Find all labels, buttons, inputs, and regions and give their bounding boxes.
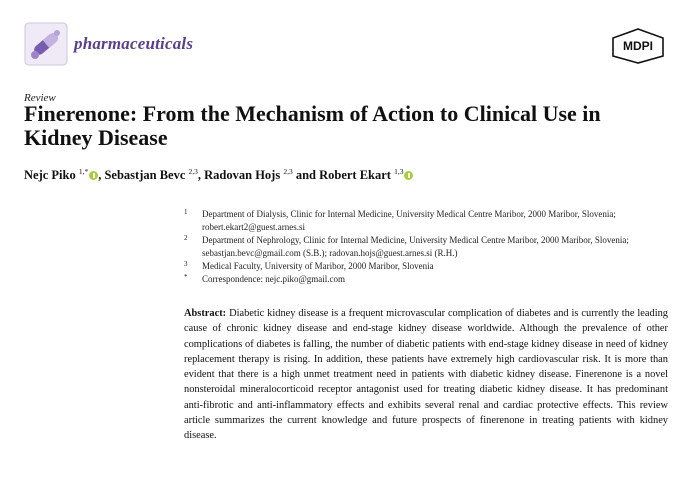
orcid-icon[interactable] [89,171,98,180]
affiliation-number: 3 [184,260,188,268]
affiliation-list [184,208,664,286]
author-name: Nejc Piko [24,168,76,182]
publisher-name: MDPI [623,39,653,53]
affiliation-item [184,260,664,273]
author-list [24,168,413,183]
author[interactable] [204,168,293,182]
mdpi-logo [610,28,666,64]
affiliation-text: Department of Nephrology, Clinic for Internal Medicine, University Medical Centre Maribor, 2000 Maribor, Slovenia; sebastjan.bevc@gmail.com (S.B.); radovan.hojs@guest.arnes.si (R.H.) [202,235,629,258]
author-name: Radovan Hojs [204,168,281,182]
author-name: Sebastjan Bevc [104,168,186,182]
affiliation-number: 2 [184,234,188,242]
orcid-icon[interactable] [404,171,413,180]
author-name: Robert Ekart [319,168,391,182]
affiliation-text: Medical Faculty, University of Maribor, 2000 Maribor, Slovenia [202,261,434,271]
author-affiliation-marker: 1,3 [394,166,404,176]
abstract [184,306,668,444]
affiliation-text: Correspondence: nejc.piko@gmail.com [202,274,345,284]
affiliation-text: Department of Dialysis, Clinic for Internal Medicine, University Medical Centre Maribor, 2000 Maribor, Slovenia; robert.ekart2@guest.arnes.si [202,209,616,232]
author[interactable] [319,168,413,182]
author-separator: , [197,168,205,182]
author-affiliation-marker: 2,3 [283,166,293,176]
affiliation-number: 1 [184,208,188,216]
author-separator: , [98,168,105,182]
abstract-label: Abstract: [184,308,227,319]
abstract-text: Diabetic kidney disease is a frequent microvascular complication of diabetes and is currently the leading cause of chronic kidney disease and end-stage kidney disease worldwide. Although the prevalence of other complications of diabetes is falling, the number of diabetic patients with end-stage kidney disease in need of kidney replacement therapy is rising. In addition, these patients have extremely high cardiovascular risk. It is more than evident that there is a high unmet treatment need in patients with diabetic kidney disease. Finerenone is a novel nonsteroidal mineralocorticoid receptor antagonist used for treating diabetic kidney disease. It has predominant anti-fibrotic and anti-inflammatory effects and exhibits several renal and cardiac protective effects. This review article summarizes the current knowledge and future prospects of finerenone in treating patients with kidney disease. [184,308,668,442]
affiliation-item [184,234,664,260]
affiliation-number: * [184,273,188,281]
author[interactable] [24,168,98,182]
pill-capsules-icon [24,22,68,66]
author[interactable] [104,168,197,182]
author-affiliation-marker: 2,3 [188,166,198,176]
author-separator: and [292,168,320,182]
article-title: Finerenone: From the Mechanism of Action to Clinical Use in Kidney Disease [24,101,601,150]
journal-name: pharmaceuticals [74,34,194,53]
affiliation-item [184,208,664,234]
affiliation-item [184,273,664,286]
article-type: Review [24,92,56,104]
author-affiliation-marker: 1,* [78,166,89,176]
